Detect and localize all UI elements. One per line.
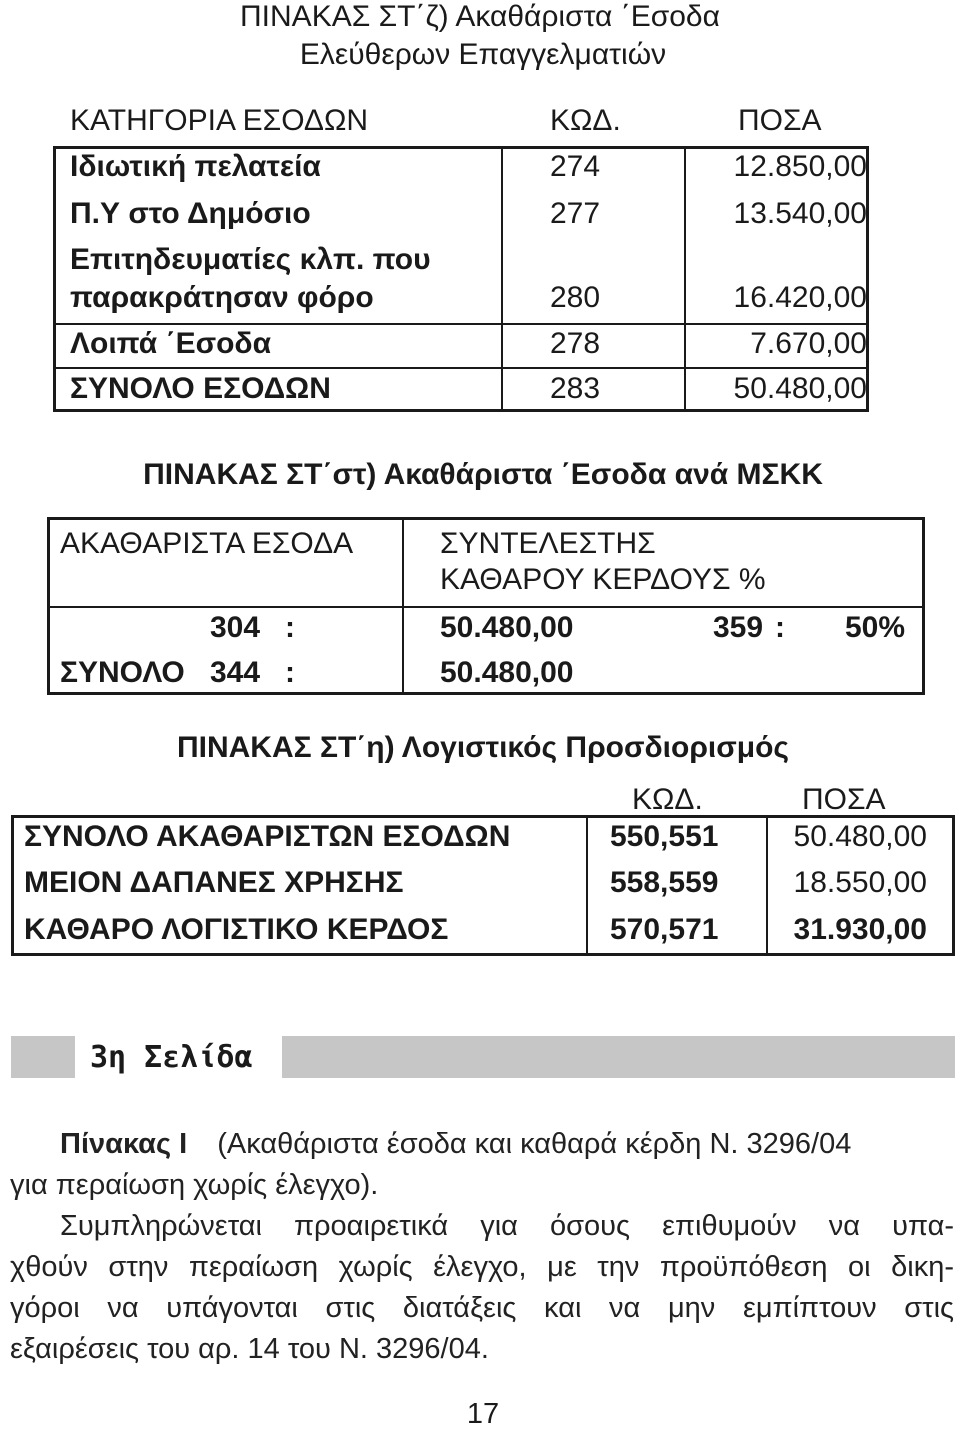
table-st-row1-code: 304 (210, 611, 261, 644)
table-z-row-amount: 13.540,00 (733, 197, 867, 230)
table-z-row-code: 277 (550, 197, 601, 230)
table-st-row2-amount: 50.480,00 (440, 656, 574, 689)
body-heading-rest: (Ακαθάριστα έσοδα και καθαρά κέρδη Ν. 3296/04 (217, 1128, 852, 1160)
table-z-row-label: Λοιπά ΄Εσοδα (70, 327, 272, 360)
table-st-row1-amount: 50.480,00 (440, 611, 574, 644)
table-st-row2-colon: : (285, 656, 295, 689)
table-h-row-amount: 18.550,00 (793, 866, 927, 899)
table-z-header-category: ΚΑΤΗΓΟΡΙΑ ΕΣΟΔΩΝ (70, 104, 369, 137)
table-st-row1-rate: 50% (845, 611, 906, 644)
table-z-total-amount: 50.480,00 (733, 372, 867, 405)
table-st-header-right-line1: ΣΥΝΤΕΛΕΣΤΗΣ (440, 527, 656, 560)
table-z-row-amount: 12.850,00 (733, 150, 867, 183)
table-h-row-label: ΣΥΝΟΛΟ ΑΚΑΘΑΡΙΣΤΩΝ ΕΣΟΔΩΝ (24, 820, 511, 853)
table-z-row-code: 278 (550, 327, 601, 360)
table-st-row2-code: 344 (210, 656, 261, 689)
table-z-row-amount: 16.420,00 (733, 281, 867, 314)
page-number: 17 (466, 1398, 500, 1430)
table-st-row1-rate-code: 359 (713, 611, 764, 644)
table-st-header-right-line2: ΚΑΘΑΡΟΥ ΚΕΡΔΟΥΣ % (440, 563, 766, 596)
table-z-total-code: 283 (550, 372, 601, 405)
table-st-header-divider (50, 606, 922, 608)
table-h-row-amount: 31.930,00 (793, 913, 927, 946)
table-h-col-divider-1 (586, 818, 588, 953)
table-st-header-left: ΑΚΑΘΑΡΙΣΤΑ ΕΣΟΔΑ (60, 527, 354, 560)
table-z-title-line1: ΠΙΝΑΚΑΣ ΣΤ΄ζ) Ακαθάριστα ΄Εσοδα (240, 0, 720, 33)
table-z-col-divider-2 (684, 149, 686, 409)
table-z-row-code: 274 (550, 150, 601, 183)
table-z-row-label-line1: Επιτηδευματίες κλπ. που (70, 243, 431, 276)
table-h-row-code: 558,559 (610, 866, 719, 899)
table-h-header-code: ΚΩΔ. (632, 783, 703, 816)
table-h-header-amount: ΠΟΣΑ (802, 783, 886, 816)
body-line-4: χθούν στην περαίωση χωρίς έλεγχο, με την προϋπόθεση οι δικη- (10, 1251, 954, 1283)
table-z-row-divider-1 (56, 323, 866, 325)
body-line-2: για περαίωση χωρίς έλεγχο). (10, 1169, 379, 1201)
table-h-title: ΠΙΝΑΚΑΣ ΣΤ΄η) Λογιστικός Προσδιορισμός (176, 731, 790, 764)
table-z-row-label: Π.Υ στο Δημόσιο (70, 197, 311, 230)
table-h-row-label: ΜΕΙΟΝ ΔΑΠΑΝΕΣ ΧΡΗΣΗΣ (24, 866, 404, 899)
table-h-row-amount: 50.480,00 (793, 820, 927, 853)
body-heading-bold: Πίνακας Ι (60, 1128, 188, 1160)
section-bar-left (11, 1036, 75, 1078)
table-h-col-divider-2 (766, 818, 768, 953)
table-st-row1-rate-colon: : (775, 611, 785, 644)
table-z-col-divider-1 (501, 149, 503, 409)
table-h-row-label: ΚΑΘΑΡΟ ΛΟΓΙΣΤΙΚΟ ΚΕΡΔΟΣ (24, 913, 449, 946)
table-h-row-code: 570,571 (610, 913, 719, 946)
body-line-5: γόροι να υπάγονται στις διατάξεις και να μην εμπίπτουν στις (10, 1292, 954, 1324)
table-z-title-line2: Ελεύθερων Επαγγελματιών (299, 38, 667, 71)
body-line-6: εξαιρέσεις του αρ. 14 του Ν. 3296/04. (10, 1333, 489, 1365)
section-bar-right (282, 1036, 955, 1078)
table-z-row-divider-2 (56, 367, 866, 369)
table-h-row-code: 550,551 (610, 820, 719, 853)
table-z-total-label: ΣΥΝΟΛΟ ΕΣΟΔΩΝ (70, 372, 331, 405)
body-heading-line (10, 1124, 954, 1165)
table-st-title: ΠΙΝΑΚΑΣ ΣΤ΄στ) Ακαθάριστα ΄Εσοδα ανά ΜΣΚΚ (143, 458, 823, 491)
table-z-header-amount: ΠΟΣΑ (738, 104, 822, 137)
table-z-row-code: 280 (550, 281, 601, 314)
section-label: 3η Σελίδα (90, 1040, 253, 1075)
table-z-row-label: Ιδιωτική πελατεία (70, 150, 321, 183)
table-z-row-label-line2: παρακράτησαν φόρο (70, 281, 374, 314)
table-st-row2-label: ΣΥΝΟΛΟ (60, 656, 185, 689)
table-st-row1-colon: : (285, 611, 295, 644)
body-line-3: Συμπληρώνεται προαιρετικά για όσους επιθυμούν να υπα- (60, 1210, 954, 1242)
table-z-header-code: ΚΩΔ. (550, 104, 621, 137)
table-z-row-amount: 7.670,00 (750, 327, 867, 360)
